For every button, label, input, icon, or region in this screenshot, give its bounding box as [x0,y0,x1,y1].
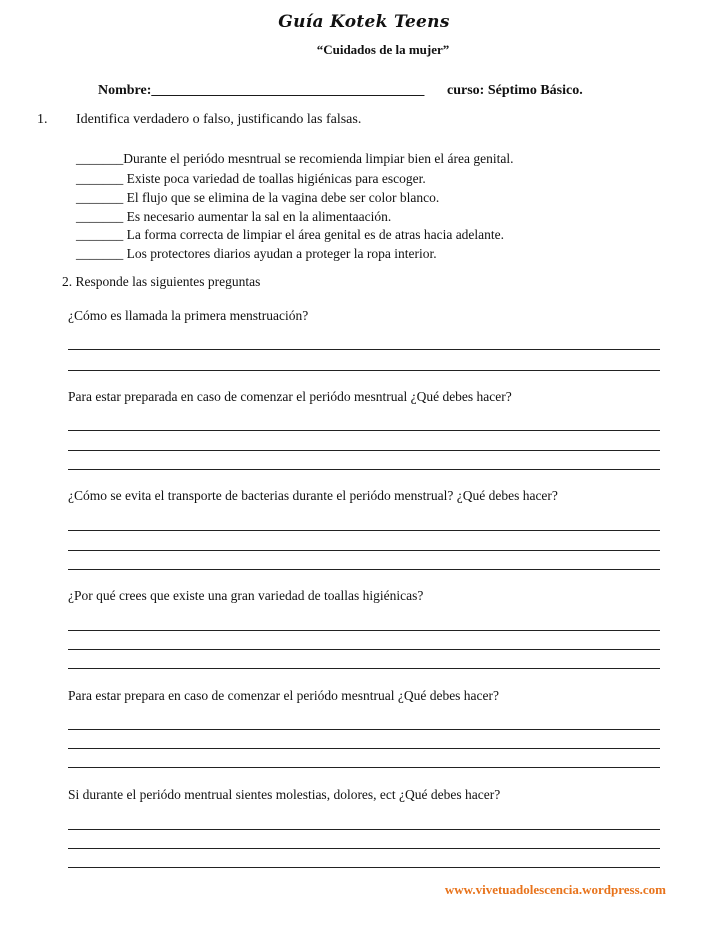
question: ¿Cómo se evita el transporte de bacterias durante el periódo menstrual? ¿Qué debes hacer? [68,488,558,503]
answer-line [68,848,660,849]
question: Si durante el periódo mentrual sientes molestias, dolores, ect ¿Qué debes hacer? [68,787,501,802]
answer-line [68,867,660,868]
section1-instruction: Identifica verdadero o falso, justificando las falsas. [76,112,362,127]
answer-line [68,630,660,631]
answer-line [68,748,660,749]
question: ¿Por qué crees que existe una gran variedad de toallas higiénicas? [68,588,424,603]
page-subtitle: “Cuidados de la mujer” [316,42,450,57]
true-false-item: _______ Es necesario aumentar la sal en la alimentaación. [76,209,392,224]
answer-line [68,430,660,431]
answer-line [68,569,660,570]
question: Para estar preparada en caso de comenzar el periódo mesntrual ¿Qué debes hacer? [68,389,512,404]
question: ¿Cómo es llamada la primera menstruación? [68,308,309,323]
footer-url[interactable]: www.vivetuadolescencia.wordpress.com [444,882,666,897]
section2-heading: 2. Responde las siguientes preguntas [62,274,261,289]
answer-line [68,349,660,350]
answer-line [68,668,660,669]
answer-line [68,469,660,470]
section1-number: 1. [37,112,48,127]
answer-line [68,450,660,451]
answer-line [68,729,660,730]
page-title: Guía Kotek Teens [278,12,450,32]
true-false-item: _______ Los protectores diarios ayudan a proteger la ropa interior. [76,246,437,261]
answer-line [68,767,660,768]
true-false-item: _______ Existe poca variedad de toallas higiénicas para escoger. [76,171,426,186]
answer-line [68,649,660,650]
course-label: curso: Séptimo Básico. [447,83,583,98]
answer-line [68,370,660,371]
name-field: Nombre:_______________________________________ [98,83,425,98]
true-false-item: _______ El flujo que se elimina de la vagina debe ser color blanco. [76,190,440,205]
question: Para estar prepara en caso de comenzar el periódo mesntrual ¿Qué debes hacer? [68,688,500,703]
answer-line [68,550,660,551]
true-false-item: _______ La forma correcta de limpiar el área genital es de atras hacia adelante. [76,227,505,242]
true-false-item: _______Durante el periódo mesntrual se recomienda limpiar bien el área genital. [76,151,514,166]
answer-line [68,829,660,830]
answer-line [68,530,660,531]
